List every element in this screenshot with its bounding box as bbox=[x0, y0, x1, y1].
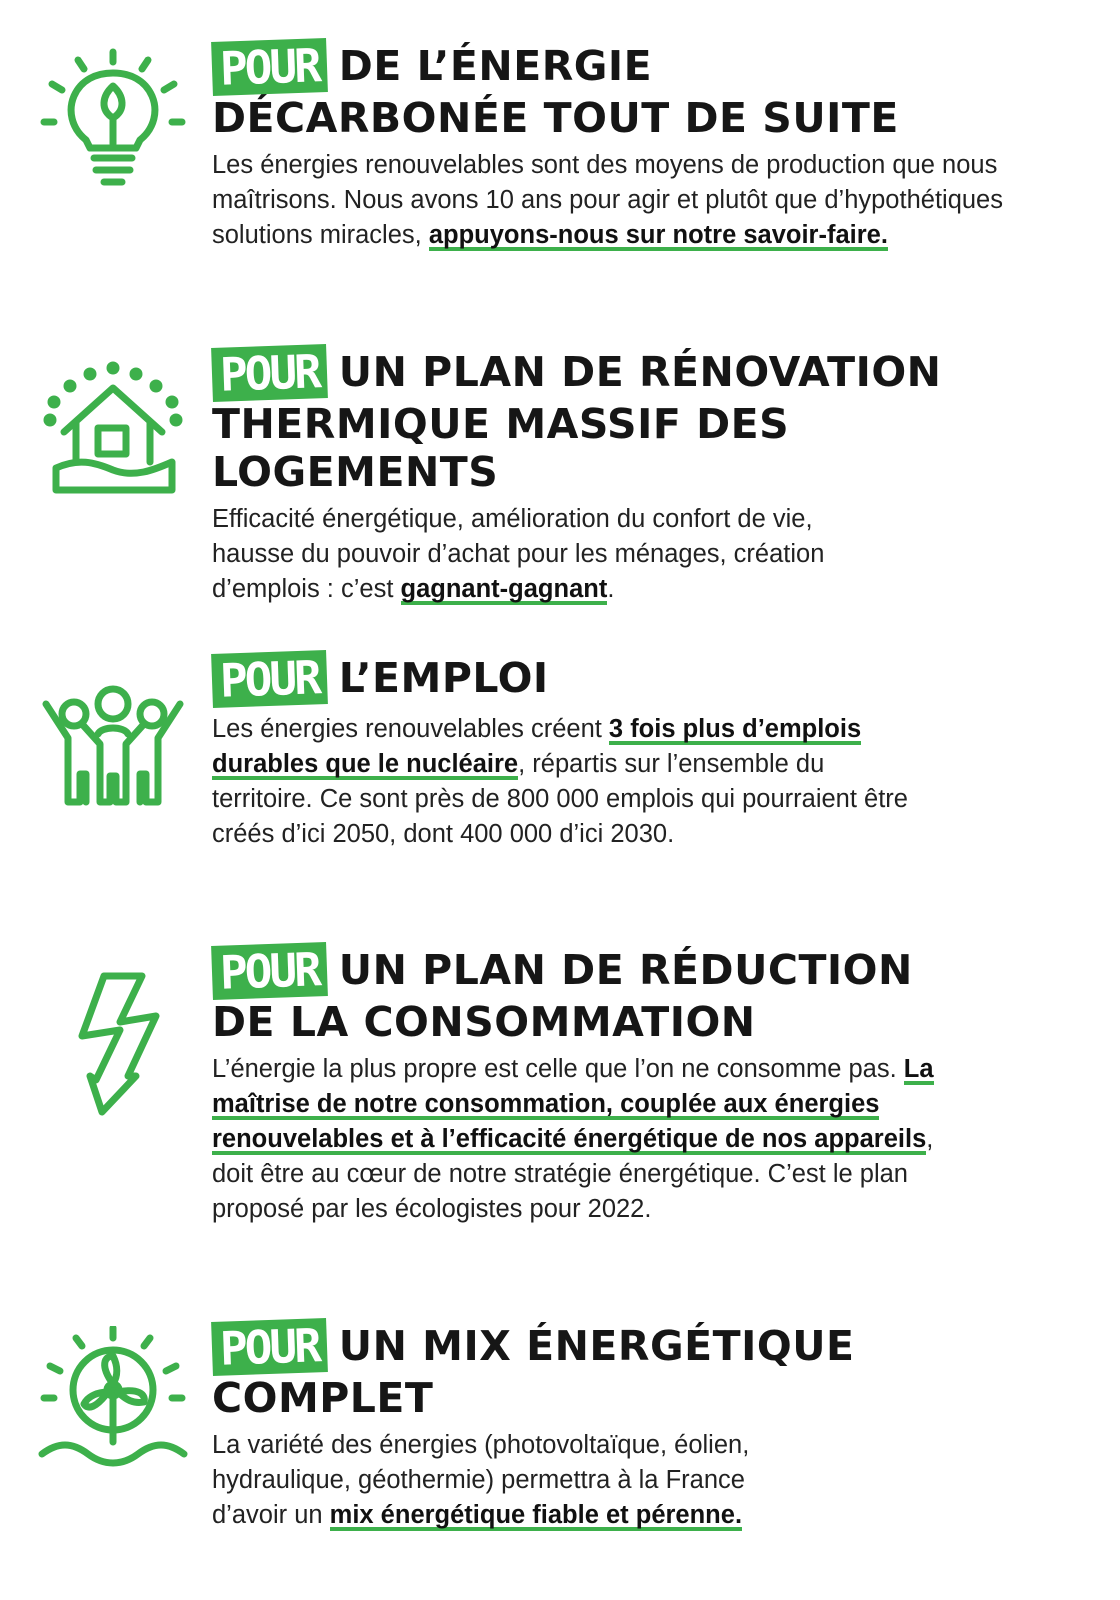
section-description bbox=[212, 712, 912, 852]
title-line-1: L’EMPLOI bbox=[338, 654, 549, 702]
highlighted-text: 3 fois plus d’emplois durables que le nucléaire bbox=[212, 715, 862, 778]
highlighted-text: mix énergétique fiable et pérenne. bbox=[329, 1501, 743, 1529]
pour-badge: POUR bbox=[211, 38, 328, 96]
section-description bbox=[212, 502, 832, 607]
section-title bbox=[212, 652, 1080, 706]
section-description bbox=[212, 148, 1072, 253]
lightbulb-leaf-icon bbox=[38, 48, 188, 198]
pour-badge: POUR bbox=[211, 942, 328, 1000]
description-text-end: . bbox=[607, 575, 615, 603]
title-line-2: COMPLET bbox=[212, 1374, 434, 1422]
description-text: Les énergies renouvelables sont des moyens de production que nous maîtrisons. Nous avons 10 ans pour agir et plutôt que d’hypothétiques solutions miracles, bbox=[212, 151, 1003, 249]
title-line-1: DE L’ÉNERGIE bbox=[338, 42, 653, 90]
pour-badge: POUR bbox=[211, 344, 328, 402]
description-text-end: , doit être au cœur de notre stratégie énergétique. C’est le plan proposé par les écologistes pour 2022. bbox=[212, 1125, 934, 1223]
section-title bbox=[212, 1320, 1080, 1422]
people-group-icon bbox=[38, 674, 188, 824]
title-line-1: UN MIX ÉNERGÉTIQUE bbox=[338, 1322, 855, 1370]
sun-wind-turbine-icon bbox=[38, 1326, 188, 1476]
section-title bbox=[212, 346, 1080, 496]
title-line-1: UN PLAN DE RÉNOVATION bbox=[338, 348, 942, 396]
title-line-2: DE LA CONSOMMATION bbox=[212, 998, 756, 1046]
description-text: Les énergies renouvelables créent bbox=[212, 715, 609, 743]
pour-badge: POUR bbox=[211, 1318, 328, 1376]
highlighted-text: La maîtrise de notre consommation, couplée aux énergies renouvelables et à l’efficacité énergétique de nos appareils bbox=[212, 1055, 934, 1153]
title-line-2: THERMIQUE MASSIF DES LOGEMENTS bbox=[212, 400, 790, 496]
pour-badge: POUR bbox=[211, 650, 328, 708]
description-text: Efficacité énergétique, amélioration du confort de vie, hausse du pouvoir d’achat pour les ménages, création d’emplois : c’est bbox=[212, 505, 825, 603]
house-insulation-icon bbox=[38, 358, 188, 508]
highlighted-text: gagnant-gagnant bbox=[400, 575, 608, 603]
title-line-2: DÉCARBONÉE TOUT DE SUITE bbox=[212, 94, 899, 142]
lightning-bolt-icon bbox=[38, 972, 188, 1122]
title-line-1: UN PLAN DE RÉDUCTION bbox=[338, 946, 913, 994]
section-title bbox=[212, 944, 1080, 1046]
description-text: L’énergie la plus propre est celle que l’on ne consomme pas. bbox=[212, 1055, 904, 1083]
section-description bbox=[212, 1052, 972, 1227]
section-title bbox=[212, 40, 1080, 142]
highlighted-text: appuyons-nous sur notre savoir-faire. bbox=[428, 221, 888, 249]
section-description bbox=[212, 1428, 822, 1533]
description-text: La variété des énergies (photovoltaïque, éolien, hydraulique, géothermie) permettra à la France d’avoir un bbox=[212, 1431, 750, 1529]
description-text-end: , répartis sur l’ensemble du territoire. Ce sont près de 800 000 emplois qui pourraient être créés d’ici 2050, dont 400 000 d’ici 2030. bbox=[212, 750, 908, 848]
